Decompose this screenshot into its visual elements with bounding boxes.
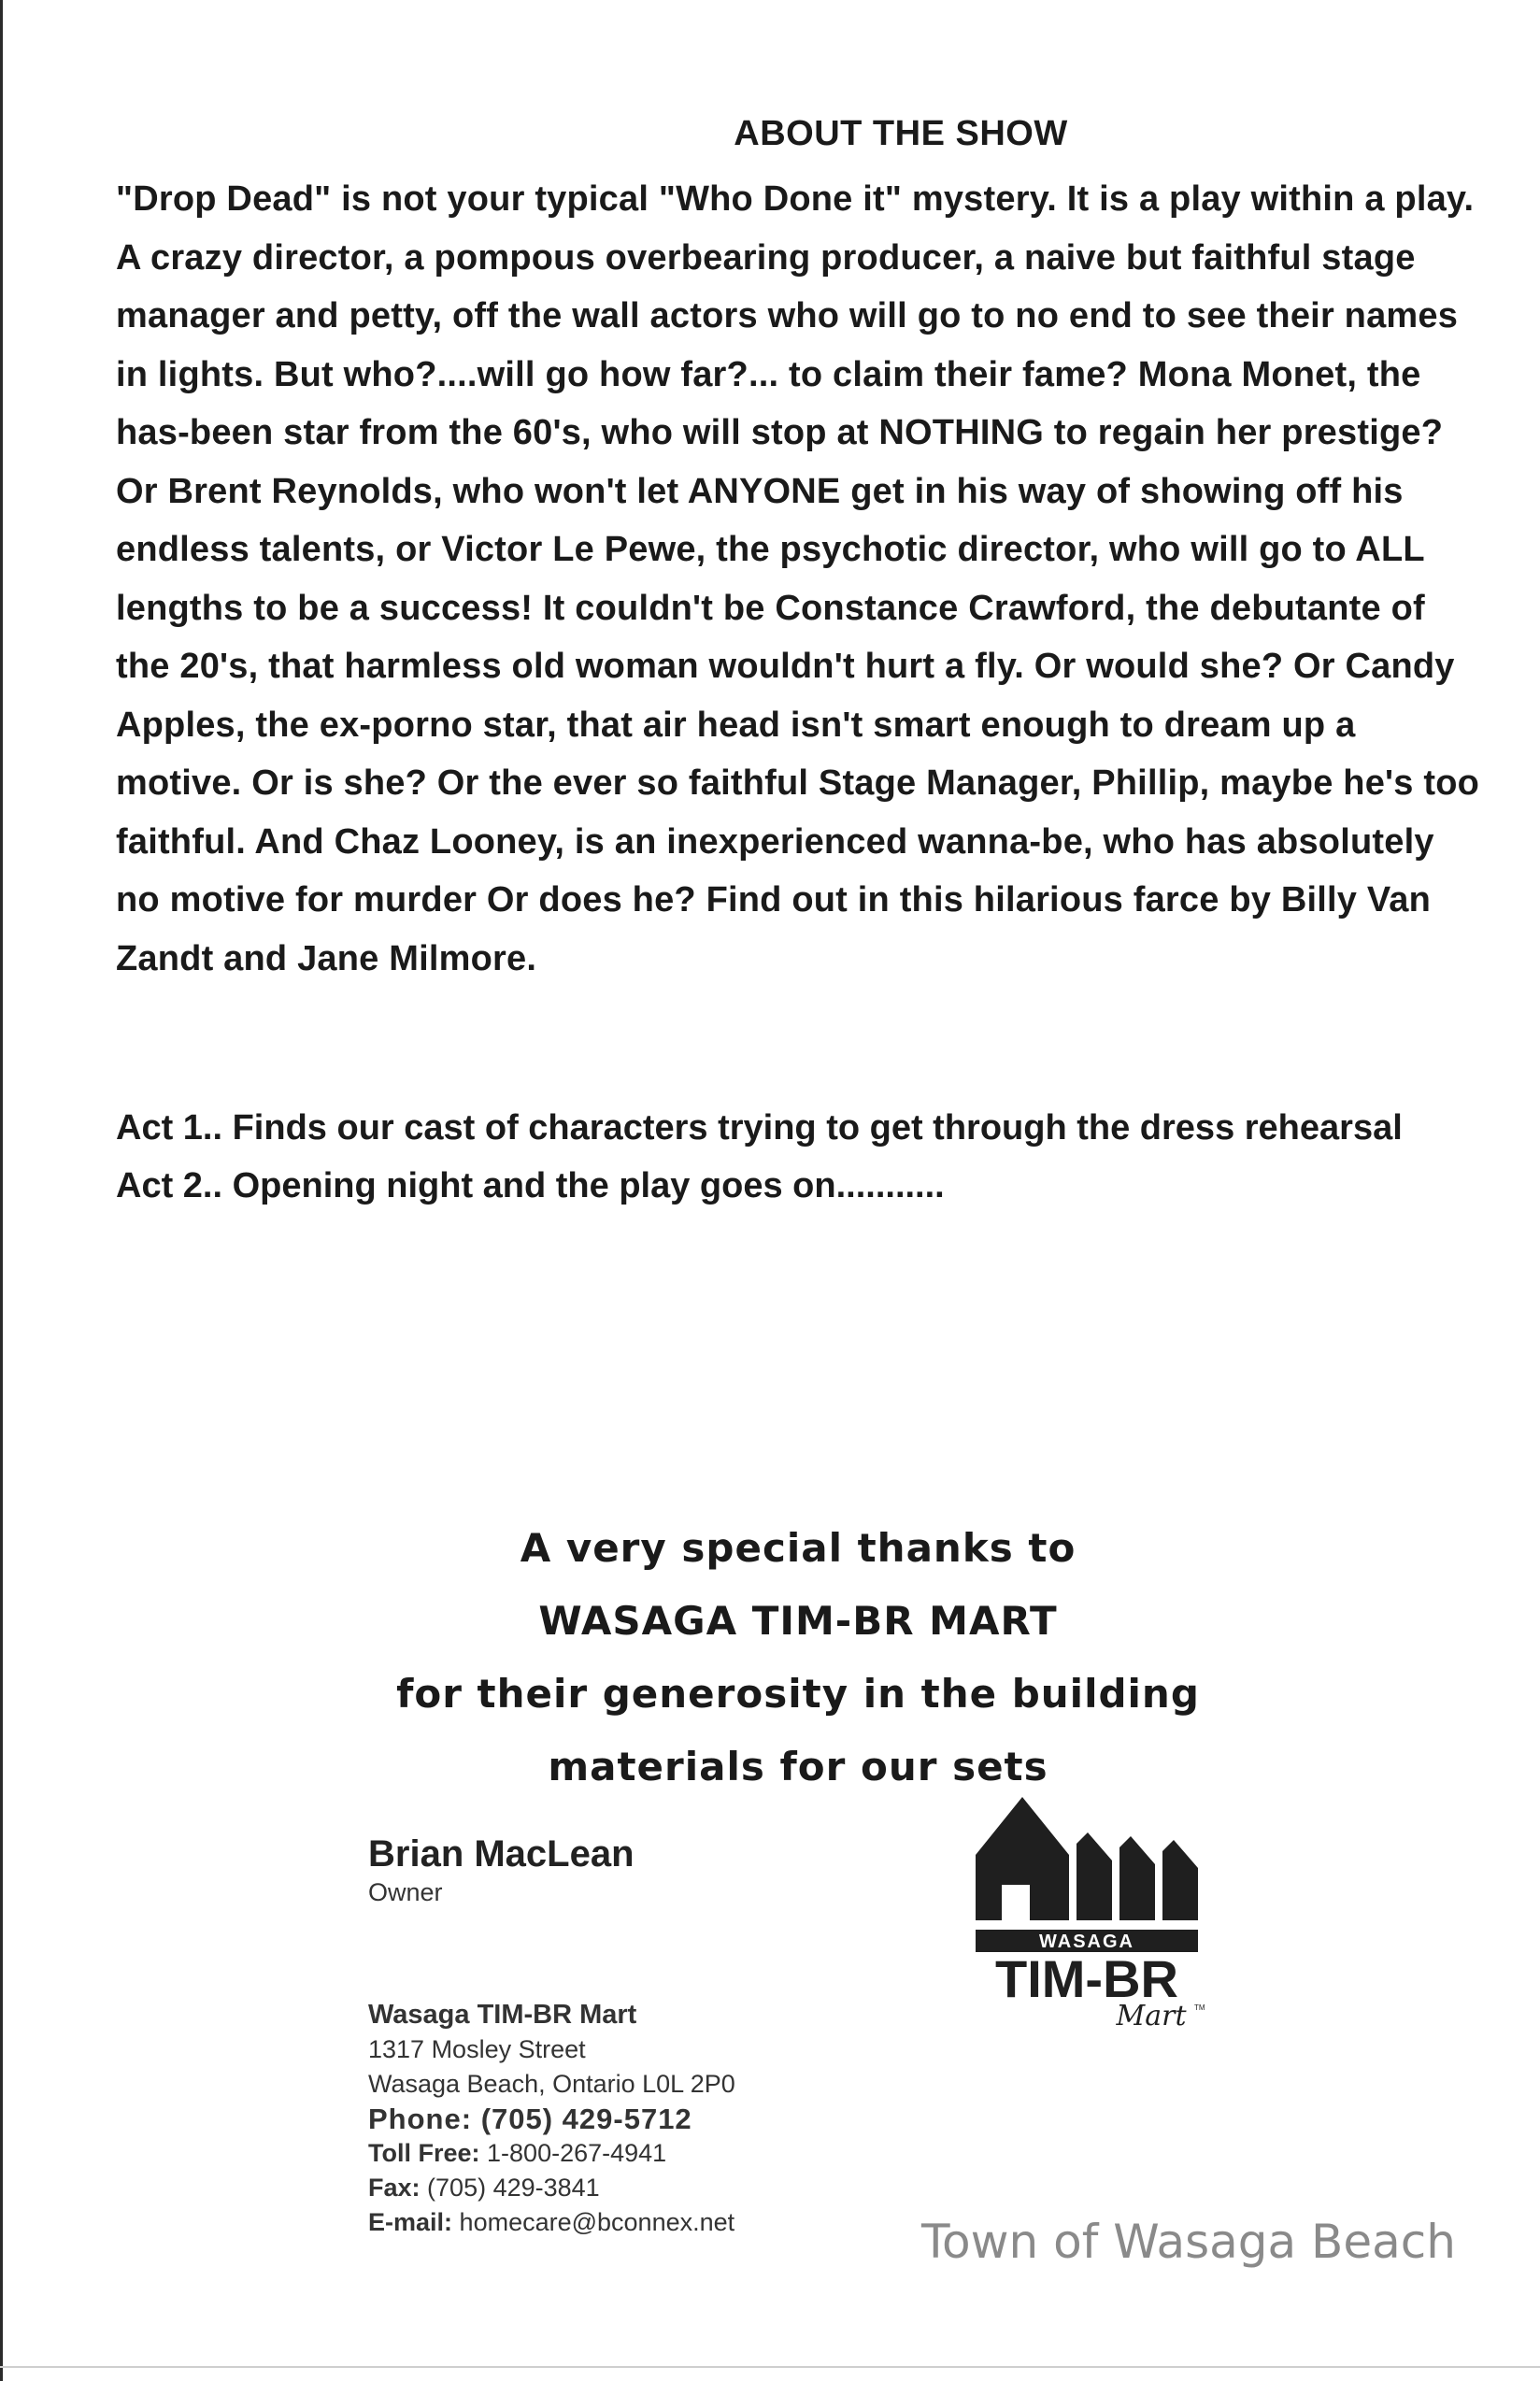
logo-tm: TM [1194, 2003, 1205, 2012]
email-address: homecare@bconnex.net [459, 2208, 735, 2236]
act-2-description: Act 2.. Opening night and the play goes on........... [116, 1166, 945, 1205]
email-line [368, 2205, 735, 2240]
street-address: 1317 Mosley Street [368, 2035, 586, 2063]
thanks-line-1: A very special thanks to [520, 1525, 1077, 1571]
act-1-description: Act 1.. Finds our cast of characters trying to get through the dress rehearsal [116, 1108, 1403, 1148]
tollfree-number: 1-800-267-4941 [487, 2139, 667, 2167]
contact-role: Owner [368, 1878, 443, 1906]
logo-script: Mart [1116, 2000, 1187, 2032]
page-bottom-edge [0, 2366, 1540, 2368]
business-name: Wasaga TIM-BR Mart [368, 2000, 637, 2030]
fax-line [368, 2171, 735, 2205]
thanks-line-3: for their generosity in the building [396, 1671, 1200, 1717]
acts-section [116, 1099, 1480, 1215]
phone-label: Phone: [368, 2103, 473, 2135]
phone-line [368, 2102, 735, 2136]
sponsor-thanks [0, 1512, 1540, 1804]
thanks-line-4: materials for our sets [548, 1744, 1048, 1789]
logo-house-3 [1119, 1836, 1155, 1920]
page-left-edge [0, 0, 3, 2381]
watermark: Town of Wasaga Beach [921, 2215, 1456, 2269]
thanks-line-2: WASAGA TIM-BR MART [538, 1598, 1058, 1644]
show-synopsis: "Drop Dead" is not your typical "Who Done it" mystery. It is a play within a play. A crazy director, a pompous overbearing producer, a naive but faithful stage manager and petty, off the wall actors who will go to no end to see their names in lights. But who?....will go how far?... to claim their fame? Mona Monet, the has-been star from the 60's, who will stop at NOTHING to regain her prestige? Or Brent Reynolds, who won't let ANYONE get in his way of showing off his endless talents, or Victor Le Pewe, the psychotic director, who will go to ALL lengths to be a success! It couldn't be Constance Crawford, the debutante of the 20's, that harmless old woman wouldn't hurt a fly. Or would she? Or Candy Apples, the ex-porno star, that air head isn't smart enough to dream up a motive. Or is she? Or the ever so faithful Stage Manager, Phillip, maybe he's too faithful. And Chaz Looney, is an inexperienced wanna-be, who has absolutely no motive for murder Or does he? Find out in this hilarious farce by Billy Van Zandt and Jane Milmore. [116, 179, 1480, 978]
logo-band-text: WASAGA [1039, 1932, 1134, 1952]
about-heading: ABOUT THE SHOW [734, 114, 1068, 153]
fax-label: Fax: [368, 2174, 421, 2202]
phone-number: (705) 429-5712 [480, 2103, 692, 2135]
business-card [368, 1998, 735, 2240]
email-label: E-mail: [368, 2208, 453, 2236]
tollfree-line [368, 2136, 735, 2171]
logo-wordmark: TIM-BR [995, 1949, 1178, 2008]
city-address: Wasaga Beach, Ontario L0L 2P0 [368, 2070, 735, 2098]
tollfree-label: Toll Free: [368, 2139, 480, 2167]
logo-house-2 [1077, 1832, 1112, 1920]
logo-house-4 [1162, 1840, 1198, 1920]
fax-number: (705) 429-3841 [427, 2174, 600, 2202]
timbr-mart-logo [974, 1780, 1207, 2042]
contact-name: Brian MacLean [368, 1833, 635, 1875]
logo-house-big [976, 1797, 1069, 1920]
